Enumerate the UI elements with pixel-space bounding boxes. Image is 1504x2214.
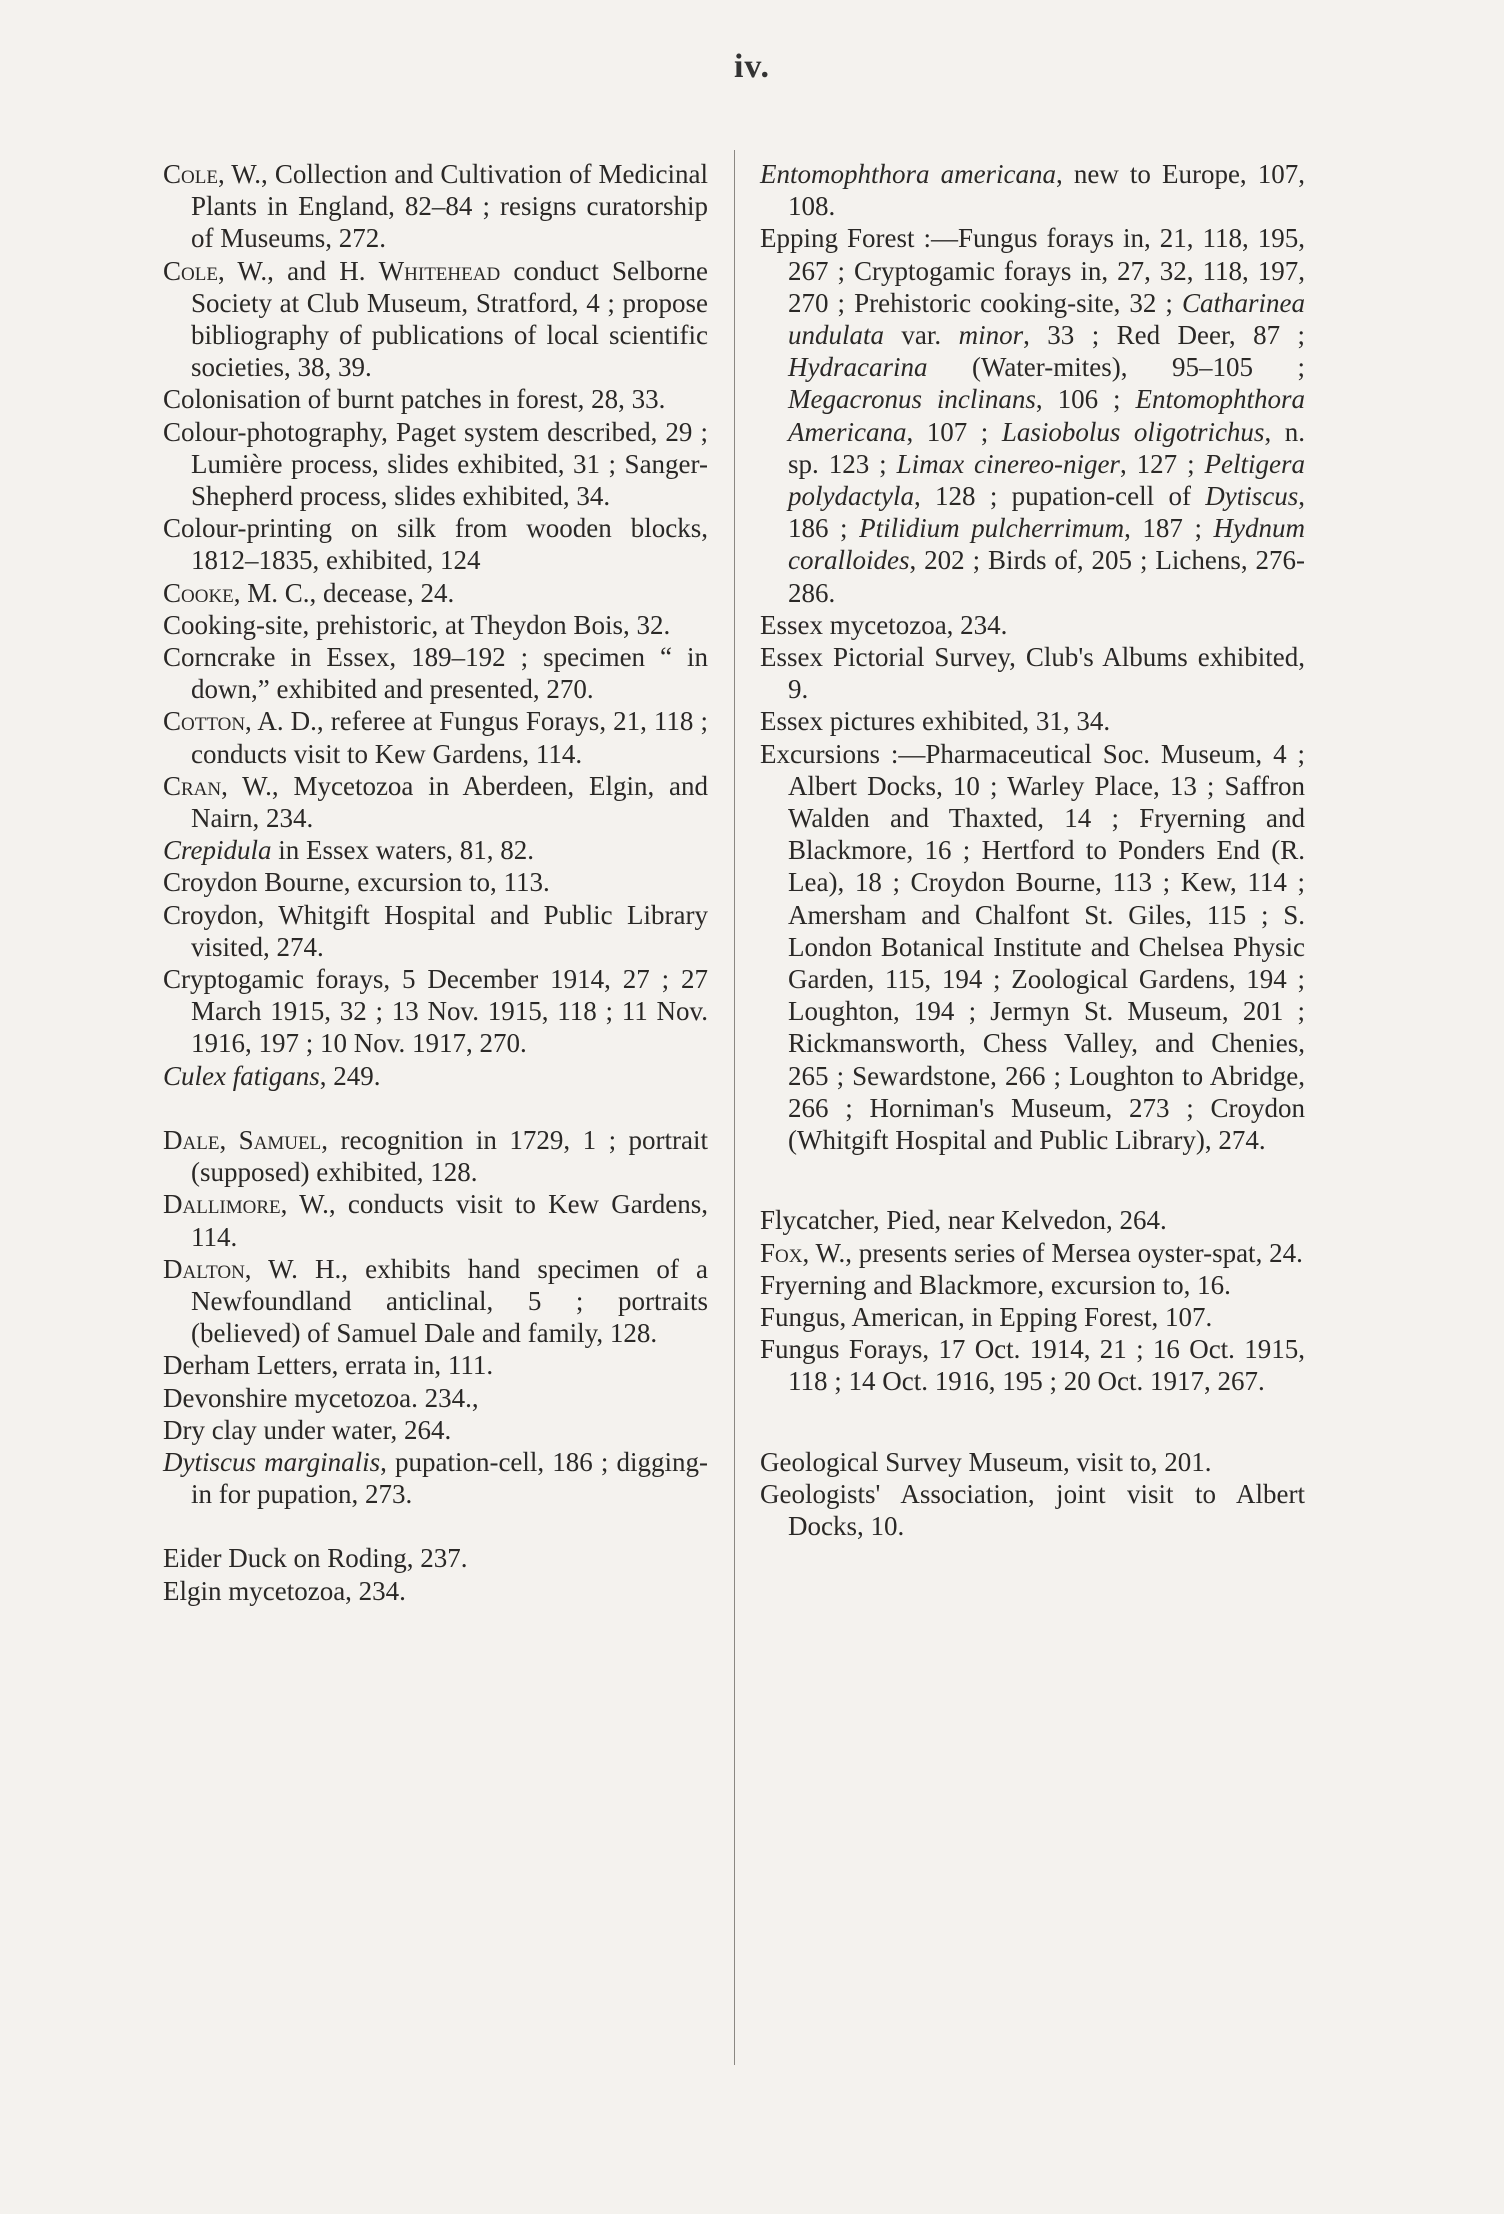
index-entry <box>760 1333 1305 1397</box>
entry-text: Flycatcher, Pied, near Kelvedon, 264. <box>760 1205 1167 1236</box>
index-entry <box>163 705 708 769</box>
entry-text: , W., conducts visit to Kew Gardens, 114. <box>191 1189 708 1252</box>
index-entry <box>163 1414 708 1446</box>
entry-text: Derham Letters, errata in, 111. <box>163 1350 494 1381</box>
entry-text: Cooking-site, prehistoric, at Theydon Bois, 32. <box>163 609 671 640</box>
entry-text: Fryerning and Blackmore, excursion to, 16. <box>760 1269 1231 1300</box>
entry-text: Essex Pictorial Survey, Club's Albums exhibited, 9. <box>760 642 1305 705</box>
entry-text: , new to Europe, 107, 108. <box>788 159 1305 222</box>
index-entry <box>760 738 1305 1157</box>
entry-text: Samuel <box>238 1124 322 1155</box>
entry-text: Colour-printing on silk from wooden blocks, 1812–1835, exhibited, 124 <box>163 513 708 576</box>
index-entry <box>163 899 708 963</box>
index-entry <box>760 1204 1305 1236</box>
entry-text: Crepidula <box>163 835 272 866</box>
entry-text: Cole <box>163 159 218 189</box>
entry-text: , 107 ; <box>906 416 1002 447</box>
index-entry <box>163 834 708 866</box>
entry-text: Dale <box>163 1124 220 1155</box>
entry-text: Essex pictures exhibited, 31, 34. <box>760 706 1111 737</box>
entry-text: Limax cinereo-niger <box>896 448 1120 479</box>
entry-text: Catharinea undulata <box>788 287 1305 351</box>
entry-text: Croydon, Whitgift Hospital and Public Library visited, 274. <box>163 899 708 962</box>
entry-text: minor <box>958 320 1024 351</box>
entry-text: Devonshire mycetozoa. 234., <box>163 1382 479 1413</box>
index-entry <box>163 770 708 834</box>
index-column-left <box>163 158 708 1607</box>
index-entry <box>163 158 708 255</box>
entry-text: Peltigera polydactyla <box>788 448 1305 512</box>
entry-text: , 249. <box>319 1060 381 1091</box>
entry-text: Dytiscus marginalis <box>163 1446 381 1477</box>
entry-text: Dry clay under water, 264. <box>163 1414 452 1445</box>
section-gap <box>760 1398 1305 1446</box>
section-gap <box>163 1510 708 1542</box>
entry-text: Entomophthora Americana <box>788 384 1305 447</box>
index-entry <box>163 416 708 513</box>
entry-text: Fox <box>760 1237 803 1268</box>
index-entry <box>163 1382 708 1414</box>
entry-text: Dytiscus <box>1205 481 1299 512</box>
index-entry <box>163 1349 708 1381</box>
entry-text: Cran <box>163 770 222 801</box>
entry-text: , A. D., referee at Fungus Forays, 21, 118 ; conducts visit to Kew Gardens, 114. <box>191 706 708 769</box>
entry-text: Colonisation of burnt patches in forest, 28, 33. <box>163 384 666 415</box>
entry-text: Fungus, American, in Epping Forest, 107. <box>760 1301 1213 1332</box>
entry-text: Entomophthora americana <box>760 159 1057 189</box>
index-entry <box>760 1478 1305 1542</box>
section-gap <box>163 1092 708 1124</box>
entry-text: , 187 ; <box>1124 513 1214 544</box>
entry-text: Culex fatigans <box>163 1060 320 1091</box>
entry-text: , M. C., decease, 24. <box>233 577 455 608</box>
index-entry <box>760 641 1305 705</box>
column-divider <box>734 150 735 2065</box>
entry-text: Geologists' Association, joint visit to Albert Docks, 10. <box>760 1478 1305 1541</box>
entry-text: , W., and H. <box>217 255 379 286</box>
entry-text: , 127 ; <box>1119 448 1205 479</box>
entry-text: Croydon Bourne, excursion to, 113. <box>163 867 550 898</box>
entry-text: Megacronus inclinans <box>788 384 1036 415</box>
index-entry <box>760 1237 1305 1269</box>
entry-text: , 128 ; pupation-cell of <box>913 481 1206 512</box>
entry-text: , recognition in 1729, 1 ; portrait (supposed) exhibited, 128. <box>191 1124 709 1188</box>
entry-text: var. <box>884 320 959 351</box>
entry-text: Dalton <box>163 1253 245 1284</box>
entry-text: Cryptogamic forays, 5 December 1914, 27 ; 27 March 1915, 32 ; 13 Nov. 1915, 118 ; 11 Nov. 1916, 197 ; 10 Nov. 1917, 270. <box>163 964 708 1059</box>
index-entry <box>163 609 708 641</box>
entry-text: Essex mycetozoa, 234. <box>760 609 1008 640</box>
entry-text: Dallimore <box>163 1189 281 1220</box>
page-number: iv. <box>733 48 771 85</box>
entry-text: Elgin mycetozoa, 234. <box>163 1575 406 1606</box>
entry-text: Ptilidium pulcherrimum <box>859 513 1125 544</box>
entry-text: , W., Mycetozoa in Aberdeen, Elgin, and Nairn, 234. <box>191 770 708 834</box>
index-entry <box>163 1253 708 1350</box>
entry-text: Hydracarina <box>788 352 928 383</box>
index-entry <box>760 1301 1305 1333</box>
index-column-right <box>760 158 1305 1542</box>
index-entry <box>163 866 708 898</box>
entry-text: , 202 ; Birds of, 205 ; Lichens, 276-286. <box>788 545 1305 608</box>
index-entry <box>163 1060 708 1092</box>
entry-text: Cooke <box>163 577 234 608</box>
entry-text: , 33 ; Red Deer, 87 ; <box>1023 320 1305 351</box>
index-entry <box>760 609 1305 641</box>
entry-text: , 186 ; <box>788 481 1305 544</box>
index-entry <box>163 1575 708 1607</box>
entry-text: Cotton <box>163 706 246 737</box>
index-entry <box>163 255 708 384</box>
entry-text: Corncrake in Essex, 189–192 ; specimen “ in down,” exhibited and presented, 270. <box>163 642 708 705</box>
index-entry <box>163 1542 708 1574</box>
index-entry <box>760 222 1305 608</box>
entry-text: Colour-photography, Paget system described, 29 ; Lumière process, slides exhibited, 31 ; Sanger-Shepherd process, slides exhibited, 34. <box>163 416 708 512</box>
entry-text: in Essex waters, 81, 82. <box>271 835 534 866</box>
index-entry <box>163 641 708 705</box>
section-gap <box>760 1156 1305 1204</box>
entry-text: , n. sp. 123 ; <box>788 416 1305 479</box>
entry-text: Fungus Forays, 17 Oct. 1914, 21 ; 16 Oct. 1915, 118 ; 14 Oct. 1916, 195 ; 20 Oct. 1917, 267. <box>760 1334 1305 1397</box>
entry-text: , 106 ; <box>1035 384 1136 415</box>
entry-text: , W., Collection and Cultivation of Medicinal Plants in England, 82–84 ; resigns curatorship of Museums, 272. <box>191 159 708 254</box>
entry-text: , pupation-cell, 186 ; digging-in for pupation, 273. <box>191 1446 708 1510</box>
index-entry <box>163 383 708 415</box>
index-entry <box>163 1124 708 1188</box>
index-entry <box>760 1446 1305 1478</box>
entry-text: Geological Survey Museum, visit to, 201. <box>760 1446 1212 1477</box>
entry-text: , W. H., exhibits hand specimen of a Newfoundland anticlinal, 5 ; portraits (believed) of Samuel Dale and family, 128. <box>191 1253 708 1349</box>
index-entry <box>760 705 1305 737</box>
index-entry <box>760 1269 1305 1301</box>
entry-text: (Water-mites), 95–105 ; <box>927 352 1305 383</box>
entry-text: Hydnum coralloides <box>788 513 1305 576</box>
entry-text: Epping Forest :—Fungus forays in, 21, 118, 195, 267 ; Cryptogamic forays in, 27, 32, 118, 197, 270 ; Prehistoric cooking-site, 32 ; <box>760 223 1305 318</box>
entry-text: Eider Duck on Roding, 237. <box>163 1543 468 1574</box>
entry-text: Cole <box>163 255 218 286</box>
index-entry <box>760 158 1305 222</box>
entry-text: Whitehead <box>378 255 501 286</box>
entry-text: Excursions :—Pharmaceutical Soc. Museum, 4 ; Albert Docks, 10 ; Warley Place, 13 ; Saffron Walden and Thaxted, 14 ; Fryerning and Blackmore, 16 ; Hertford to Ponders End (R. Lea), 18 ; Croydon Bourne, 113 ; Kew, 114 ; Amersham and Chalfont St. Giles, 115 ; S. London Botanical Institute and Chelsea Physic Garden, 115, 194 ; Zoological Gardens, 194 ; Loughton, 194 ; Jermyn St. Museum, 201 ; Rickmansworth, Chess Valley, and Chenies, 265 ; Sewardstone, 266 ; Loughton to Abridge, 266 ; Horniman's Museum, 273 ; Croydon (Whitgift Hospital and Public Library), 274. <box>760 738 1305 1156</box>
index-entry <box>163 577 708 609</box>
entry-text: , W., presents series of Mersea oyster-spat, 24. <box>802 1237 1303 1268</box>
entry-text: , <box>219 1124 239 1155</box>
index-entry <box>163 963 708 1060</box>
entry-text: Lasiobolus oligotrichus <box>1001 416 1265 447</box>
index-entry <box>163 1446 708 1510</box>
index-entry <box>163 1188 708 1252</box>
index-entry <box>163 512 708 576</box>
entry-text: conduct Selborne Society at Club Museum, Stratford, 4 ; propose bibliography of publications of local scientific societies, 38, 39. <box>191 255 708 383</box>
